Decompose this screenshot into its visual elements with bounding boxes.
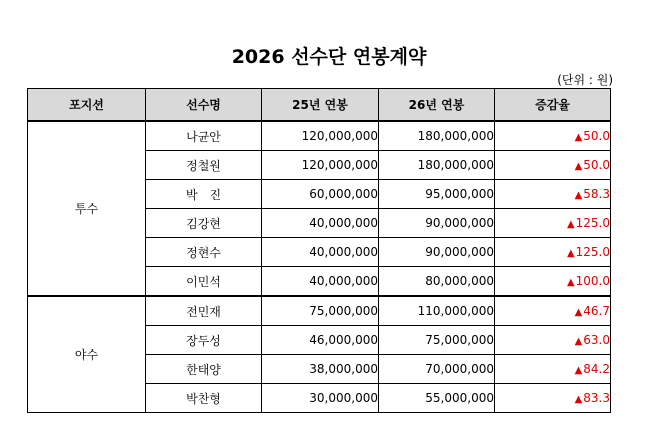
- player-name-cell: 정철원: [146, 151, 262, 180]
- table-row: [28, 121, 611, 151]
- salary-26-cell: 110,000,000: [379, 296, 495, 326]
- player-name-cell: 박찬형: [146, 384, 262, 413]
- table-header-row: [28, 89, 611, 122]
- column-header-salary-26: 26년 연봉: [379, 89, 495, 122]
- unit-note: (단위 : 원): [557, 73, 613, 87]
- increase-rate-cell: [495, 384, 611, 413]
- salary-25-cell: 120,000,000: [262, 121, 379, 151]
- column-header-salary-25: 25년 연봉: [262, 89, 379, 122]
- up-triangle-icon: ▲: [574, 132, 583, 143]
- column-header-increase-rate: 증감율: [495, 89, 611, 122]
- table-body: [28, 121, 611, 413]
- salary-26-cell: 90,000,000: [379, 238, 495, 267]
- position-cell: 투수: [28, 121, 146, 296]
- increase-rate-cell: [495, 121, 611, 151]
- salary-26-cell: 55,000,000: [379, 384, 495, 413]
- salary-26-cell: 90,000,000: [379, 209, 495, 238]
- player-name-cell: 이민석: [146, 267, 262, 297]
- salary-25-cell: 30,000,000: [262, 384, 379, 413]
- increase-rate-cell: [495, 151, 611, 180]
- increase-rate-value: 83.3: [583, 391, 610, 405]
- increase-rate-cell: [495, 238, 611, 267]
- salary-25-cell: 38,000,000: [262, 355, 379, 384]
- position-cell: 야수: [28, 296, 146, 413]
- table-row: [28, 296, 611, 326]
- increase-rate-value: 84.2: [583, 362, 610, 376]
- up-triangle-icon: ▲: [574, 394, 583, 405]
- up-triangle-icon: ▲: [574, 161, 583, 172]
- salary-26-cell: 75,000,000: [379, 326, 495, 355]
- salary-26-cell: 95,000,000: [379, 180, 495, 209]
- player-name-cell: 김강현: [146, 209, 262, 238]
- salary-26-cell: 80,000,000: [379, 267, 495, 297]
- player-name-cell: 나균안: [146, 121, 262, 151]
- player-name-cell: 한태양: [146, 355, 262, 384]
- salary-26-cell: 180,000,000: [379, 121, 495, 151]
- up-triangle-icon: ▲: [566, 248, 575, 259]
- up-triangle-icon: ▲: [574, 307, 583, 318]
- increase-rate-cell: [495, 326, 611, 355]
- increase-rate-value: 50.0: [583, 129, 610, 143]
- player-name-cell: 박 진: [146, 180, 262, 209]
- increase-rate-cell: [495, 296, 611, 326]
- increase-rate-cell: [495, 209, 611, 238]
- salary-25-cell: 75,000,000: [262, 296, 379, 326]
- salary-25-cell: 40,000,000: [262, 238, 379, 267]
- up-triangle-icon: ▲: [574, 336, 583, 347]
- salary-25-cell: 40,000,000: [262, 267, 379, 297]
- salary-25-cell: 60,000,000: [262, 180, 379, 209]
- player-name-cell: 장두성: [146, 326, 262, 355]
- increase-rate-value: 100.0: [575, 274, 610, 288]
- increase-rate-value: 58.3: [583, 187, 610, 201]
- increase-rate-value: 46.7: [583, 304, 610, 318]
- column-header-position: 포지션: [28, 89, 146, 122]
- up-triangle-icon: ▲: [566, 277, 575, 288]
- up-triangle-icon: ▲: [574, 365, 583, 376]
- salary-26-cell: 180,000,000: [379, 151, 495, 180]
- column-header-player-name: 선수명: [146, 89, 262, 122]
- increase-rate-cell: [495, 267, 611, 297]
- increase-rate-value: 125.0: [575, 245, 610, 259]
- up-triangle-icon: ▲: [566, 219, 575, 230]
- increase-rate-cell: [495, 355, 611, 384]
- document-title: 2026 선수단 연봉계약: [231, 46, 427, 68]
- salary-contract-table: [27, 88, 611, 413]
- increase-rate-value: 50.0: [583, 158, 610, 172]
- increase-rate-cell: [495, 180, 611, 209]
- salary-26-cell: 70,000,000: [379, 355, 495, 384]
- player-name-cell: 전민재: [146, 296, 262, 326]
- salary-25-cell: 40,000,000: [262, 209, 379, 238]
- player-name-cell: 정현수: [146, 238, 262, 267]
- salary-25-cell: 120,000,000: [262, 151, 379, 180]
- increase-rate-value: 63.0: [583, 333, 610, 347]
- up-triangle-icon: ▲: [574, 190, 583, 201]
- increase-rate-value: 125.0: [575, 216, 610, 230]
- salary-25-cell: 46,000,000: [262, 326, 379, 355]
